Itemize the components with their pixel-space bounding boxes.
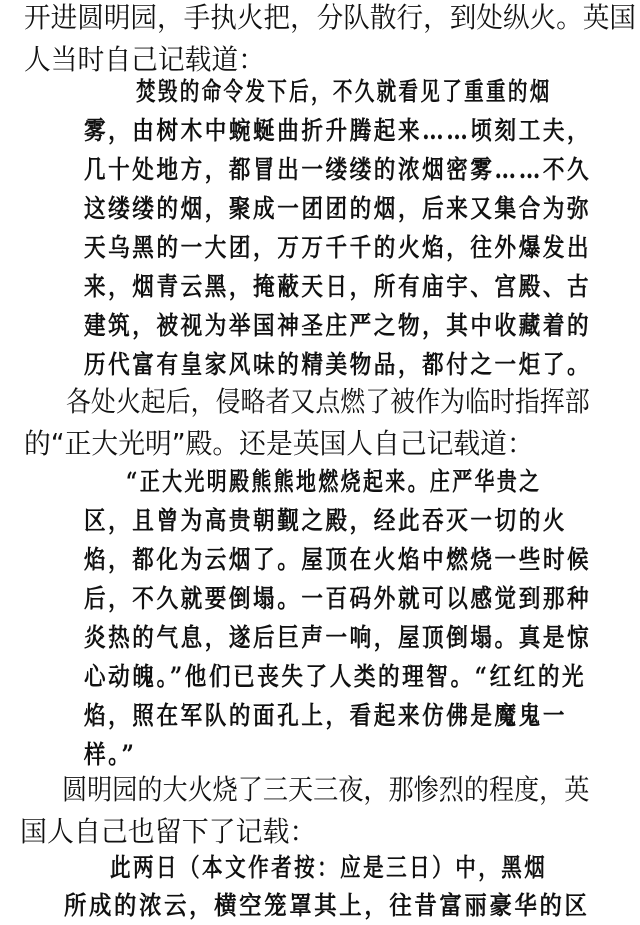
quote-line: 雾，由树木中蜿蜒曲折升腾起来……顷刻工夫，: [84, 116, 592, 145]
quote-line: 区，且曾为高贵朝觐之殿，经此吞灭一切的火: [84, 506, 568, 535]
quote-line: 焰，照在军队的面孔上，看起来仿佛是魔鬼一: [84, 701, 568, 730]
quote-line: 焚毁的命令发下后，不久就看见了重重的烟: [136, 77, 552, 106]
quote-line: 心动魄。”他们已丧失了人类的理智。“红红的光: [84, 662, 587, 691]
quote-line: 后，不久就要倒塌。一百码外就可以感觉到那种: [84, 584, 592, 613]
quote-line: “正大光明殿熊熊地燃烧起来。庄严华贵之: [126, 467, 542, 496]
quote-line: 来，烟青云黑，掩蔽天日，所有庙宇、宫殿、古: [84, 272, 592, 301]
text-line: 国人自己也留下了记载：: [20, 815, 317, 848]
quote-line: 炎热的气息，遂后巨声一响，屋顶倒塌。真是惊: [84, 623, 592, 652]
text-line: 圆明园的大火烧了三天三夜，那惨烈的程度，英: [62, 773, 590, 806]
quote-line: 建筑，被视为举国神圣庄严之物，其中收藏着的: [84, 311, 592, 340]
text-line: 各处火起后，侵略者又点燃了被作为临时指挥部: [66, 385, 590, 418]
text-line: 人当时自己记载道：: [24, 43, 266, 76]
quote-line: 此两日（本文作者按：应是三日）中，黑烟: [110, 853, 548, 882]
quote-line: 历代富有皇家风味的精美物品，都付之一炬了。: [84, 350, 592, 379]
quote-line: 几十处地方，都冒出一缕缕的浓烟密雾……不久: [84, 155, 592, 184]
text-line: 开进圆明园，手执火把，分队散行，到处纵火。英国: [24, 1, 637, 34]
quote-line: 所成的浓云，横空笼罩其上，往昔富丽豪华的区: [64, 891, 590, 920]
quote-line: 这缕缕的烟，聚成一团团的烟，后来又集合为弥: [84, 194, 592, 223]
quote-line: 样。”: [84, 740, 137, 769]
text-line: 的“正大光明”殿。还是英国人自己记载道：: [24, 427, 534, 460]
quote-line: 天乌黑的一大团，万万千千的火焰，往外爆发出: [84, 233, 592, 262]
quote-line: 焰，都化为云烟了。屋顶在火焰中燃烧一些时候: [84, 545, 592, 574]
